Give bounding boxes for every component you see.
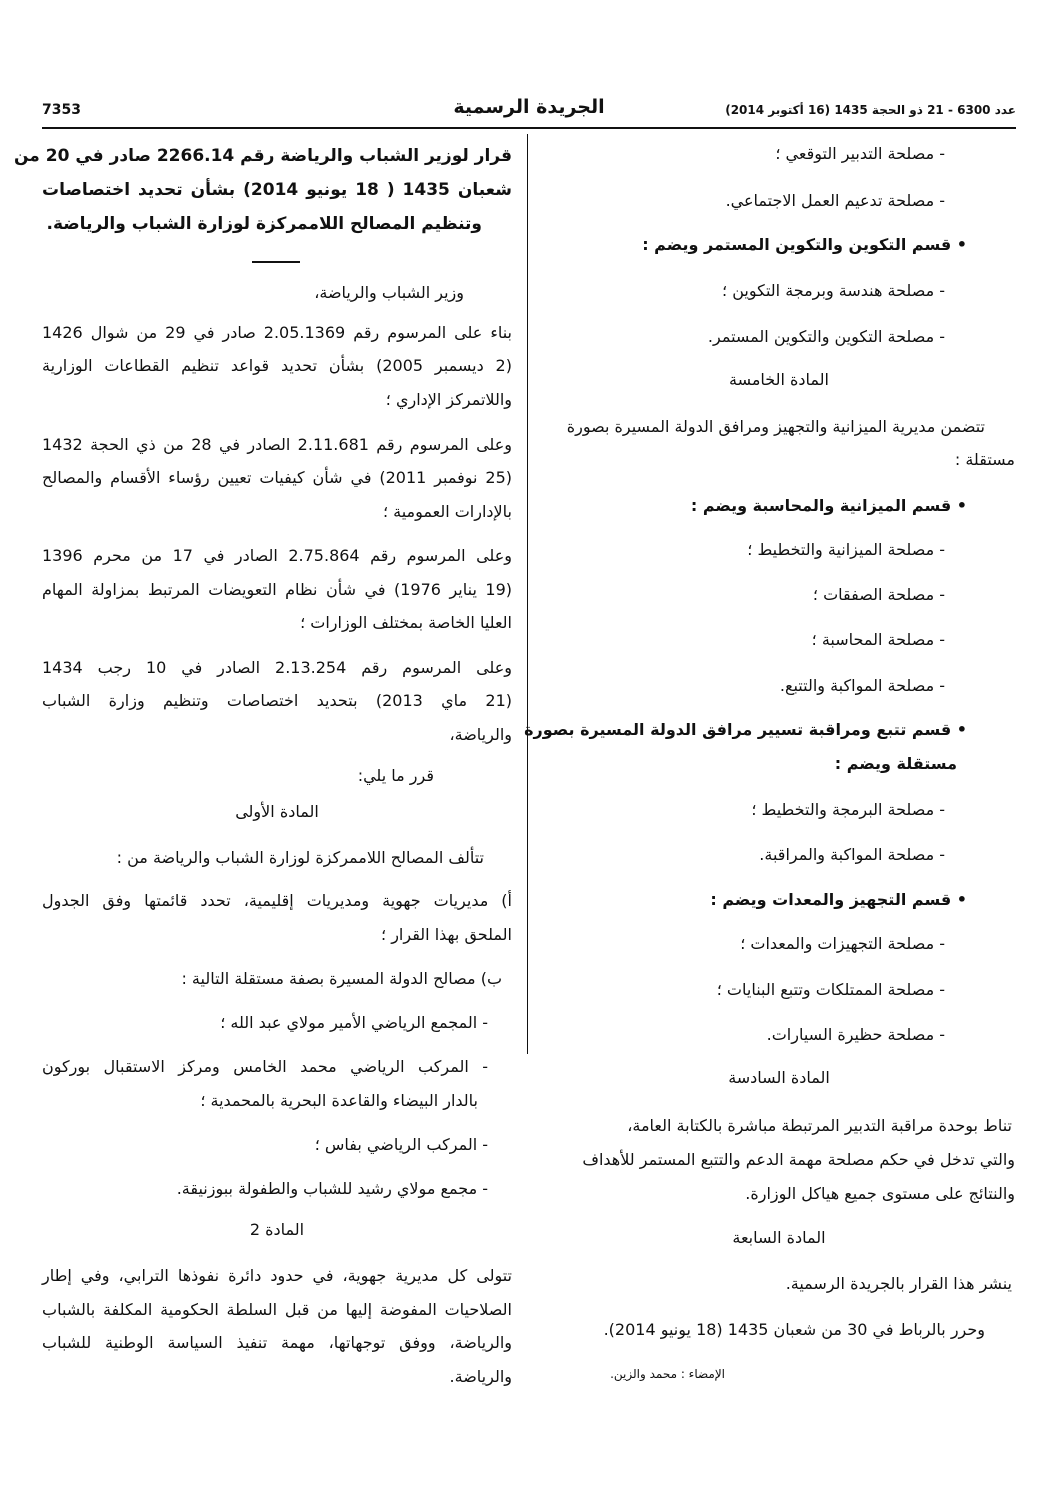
list-item: - مصلحة الممتلكات وتتبع البنايات ؛	[716, 980, 945, 999]
column-divider	[527, 134, 528, 1054]
decree-title: وتنظيم المصالح اللاممركزة لوزارة الشباب والرياضة.	[46, 214, 482, 234]
page-header	[42, 96, 1016, 124]
issue-info: عدد 6300 - 21 ذو الحجة 1435 (16 أكتوبر 2014)	[725, 103, 1016, 117]
paragraph-line: (25 نوفمبر 2011) في شأن كيفيات تعيين رؤساء الأقسام والمصالح	[42, 468, 512, 487]
paragraph-line: تتولى كل مديرية جهوية، في حدود دائرة نفوذها الترابي، وفي إطار	[42, 1266, 512, 1285]
list-item: - مجمع مولاي رشيد للشباب والطفولة ببوزنيقة.	[176, 1179, 488, 1198]
section-heading: • قسم التجهيز والمعدات ويضم :	[710, 890, 967, 909]
section-heading: • قسم تتبع ومراقبة تسيير مرافق الدولة المسيرة بصورة	[524, 720, 967, 739]
paragraph-line: (2 ديسمبر 2005) بشأن تحديد قواعد تنظيم القطاعات الوزارية	[42, 356, 512, 375]
list-item: - المركب الرياضي بفاس ؛	[314, 1135, 488, 1154]
section-heading: مستقلة ويضم :	[834, 754, 957, 773]
decree-title: شعبان 1435 ( 18 يونيو 2014) بشأن تحديد اختصاصات	[42, 180, 512, 200]
paragraph-line: ب) مصالح الدولة المسيرة بصفة مستقلة التالية :	[181, 969, 502, 988]
article-heading: المادة الأولى	[235, 802, 319, 821]
paragraph-line: واللاتمركز الإداري ؛	[385, 390, 512, 409]
paragraph-line: وزير الشباب والرياضة،	[314, 283, 464, 302]
paragraph-line: وعلى المرسوم رقم 2.11.681 الصادر في 28 من ذي الحجة 1432	[42, 435, 512, 454]
list-item: - مصلحة المواكبة والمراقبة.	[759, 845, 945, 864]
paragraph-line: قرر ما يلي:	[357, 766, 434, 785]
section-heading: • قسم الميزانية والمحاسبة ويضم :	[690, 496, 967, 515]
paragraph-line: والرياضة، ووفق توجهاتها، مهمة تنفيذ السياسة الوطنية للشباب	[42, 1333, 512, 1352]
article-heading: المادة السابعة	[732, 1228, 826, 1247]
list-item: - مصلحة المواكبة والتتبع.	[779, 676, 945, 695]
paragraph-line: تتضمن مديرية الميزانية والتجهيز ومرافق الدولة المسيرة بصورة	[566, 417, 985, 436]
paragraph-line: مستقلة :	[954, 450, 1015, 469]
paragraph-line: أ) مديريات جهوية ومديريات إقليمية، تحدد قائمتها وفق الجدول	[42, 891, 512, 910]
paragraph-line: والرياضة،	[449, 725, 512, 744]
list-item: - مصلحة الصفقات ؛	[812, 585, 945, 604]
paragraph-line: بناء على المرسوم رقم 2.05.1369 صادر في 29 من شوال 1426	[42, 323, 513, 342]
paragraph-line: وحرر بالرباط في 30 من شعبان 1435 (18 يونيو 2014).	[603, 1320, 985, 1339]
list-item: بالدار البيضاء والقاعدة البحرية بالمحمدية ؛	[200, 1091, 478, 1110]
list-item: - المركب الرياضي محمد الخامس ومركز الاستقبال بوركون	[42, 1057, 488, 1076]
paragraph-line: بالإدارات العمومية ؛	[382, 502, 512, 521]
list-item: - مصلحة التدبير التوقعي ؛	[775, 144, 945, 163]
header-rule	[42, 127, 1016, 129]
paragraph-line: العليا الخاصة بمختلف الوزارات ؛	[300, 613, 512, 632]
list-item: - مصلحة هندسة وبرمجة التكوين ؛	[722, 281, 945, 300]
paragraph-line: والرياضة.	[449, 1367, 512, 1386]
title-separator	[252, 261, 300, 263]
paragraph-line: الملحق بهذا القرار ؛	[381, 925, 512, 944]
list-item: - المجمع الرياضي الأمير مولاي عبد الله ؛	[220, 1013, 488, 1032]
paragraph-line: وعلى المرسوم رقم 2.75.864 الصادر في 17 من محرم 1396	[42, 546, 513, 565]
decree-title: قرار لوزير الشباب والرياضة رقم 2266.14 صادر في 20 من	[13, 146, 512, 166]
article-heading: المادة السادسة	[728, 1068, 830, 1087]
article-heading: المادة 2	[249, 1220, 305, 1239]
list-item: - مصلحة التكوين والتكوين المستمر.	[707, 327, 945, 346]
paragraph-line: الصلاحيات المفوضة إليها من قبل السلطة الحكومية المكلفة بالشباب	[42, 1300, 512, 1319]
paragraph-line: تتألف المصالح اللاممركزة لوزارة الشباب والرياضة من :	[116, 848, 484, 867]
signature: الإمضاء : محمد والزين.	[610, 1367, 725, 1381]
list-item: - مصلحة تدعيم العمل الاجتماعي.	[725, 191, 945, 210]
article-heading: المادة الخامسة	[729, 370, 829, 389]
list-item: - مصلحة المحاسبة ؛	[811, 630, 945, 649]
paragraph-line: والنتائج على مستوى جميع هياكل الوزارة.	[745, 1184, 1015, 1203]
list-item: - مصلحة التجهيزات والمعدات ؛	[740, 934, 945, 953]
paragraph-line: ينشر هذا القرار بالجريدة الرسمية.	[785, 1274, 1012, 1293]
paragraph-line: والتي تدخل في حكم مصلحة مهمة الدعم والتتبع المستمر للأهداف	[582, 1150, 1015, 1169]
paragraph-line: (19 يناير 1976) في شأن نظام التعويضات المرتبط بمزاولة المهام	[42, 580, 513, 599]
list-item: - مصلحة البرمجة والتخطيط ؛	[751, 800, 945, 819]
paragraph-line: وعلى المرسوم رقم 2.13.254 الصادر في 10 رجب 1434	[42, 658, 513, 677]
section-heading: • قسم التكوين والتكوين المستمر ويضم :	[642, 235, 967, 254]
paragraph-line: (21 ماي 2013) بتحديد اختصاصات وتنظيم وزارة الشباب	[42, 691, 512, 710]
page-number: 7353	[42, 102, 81, 118]
gazette-title: الجريدة الرسمية	[453, 96, 605, 118]
list-item: - مصلحة حظيرة السيارات.	[766, 1025, 945, 1044]
list-item: - مصلحة الميزانية والتخطيط ؛	[747, 540, 945, 559]
paragraph-line: تناط بوحدة مراقبة التدبير المرتبطة مباشرة بالكتابة العامة،	[627, 1116, 1012, 1135]
